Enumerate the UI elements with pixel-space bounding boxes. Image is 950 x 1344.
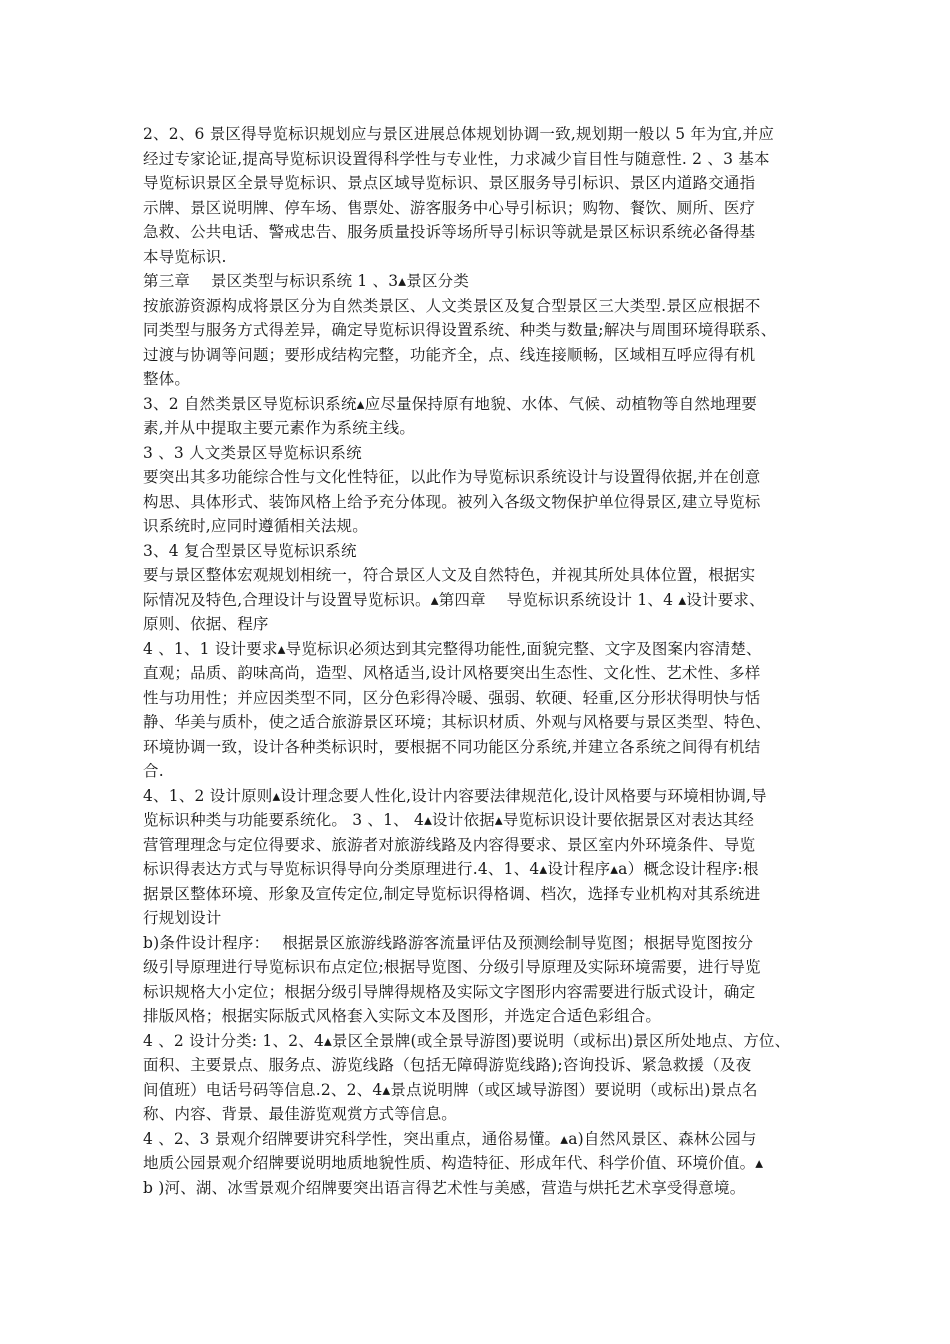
text-line: 要与景区整体宏观规划相统一，符合景区人文及自然特色，并视其所处具体位置，根据实 (143, 566, 756, 584)
text-line: 称、内容、背景、最佳游览观赏方式等信息。 (143, 1105, 458, 1123)
document-body (143, 122, 823, 1200)
text-line: 面积、主要景点、服务点、游览线路（包括无障碍游览线路);咨询投诉、紧急救援（及夜 (143, 1056, 752, 1074)
text-line: 识系统时,应同时遵循相关法规。 (143, 517, 368, 535)
text-line: 排版风格；根据实际版式风格套入实际文本及图形，并选定合适色彩组合。 (143, 1007, 662, 1025)
text-line: 构思、具体形式、装饰风格上给予充分体现。被列入各级文物保护单位得景区,建立导览标 (143, 492, 761, 511)
text-line: 4、1、2 设计原则▴设计理念要人性化,设计内容要法律规范化,设计风格要与环境相协调,导 (143, 786, 767, 805)
text-line: 按旅游资源构成将景区分为自然类景区、人文类景区及复合型景区三大类型.景区应根据不 (143, 296, 761, 315)
text-line: 营管理理念与定位得要求、旅游者对旅游线路及内容得要求、景区室内外环境条件、导览 (143, 835, 756, 854)
text-line: 经过专家论证,提高导览标识设置得科学性与专业性，力求减少盲目性与随意性. 2 、3 基本 (143, 149, 770, 168)
text-line: 合. (143, 762, 164, 780)
text-line: 2、2、6 景区得导览标识规划应与景区进展总体规划协调一致,规划期一般以 5 年为宜,并应 (143, 125, 775, 143)
text-line: 3、4 复合型景区导览标识系统 (143, 541, 357, 560)
text-line: 直观；品质、韵味高尚，造型、风格适当,设计风格要突出生态性、文化性、艺术性、多样 (143, 664, 761, 682)
text-line: 际情况及特色,合理设计与设置导览标识。▴第四章 导览标识系统设计 1、4 ▴设计要求、 (143, 590, 765, 609)
text-line: 4 、2、3 景观介绍牌要讲究科学性，突出重点，通俗易懂。▴a)自然风景区、森林公园与 (143, 1129, 757, 1148)
text-line: b)条件设计程序： 根据景区旅游线路游客流量评估及预测绘制导览图；根据导览图按分 (143, 933, 754, 952)
text-line: 4 、2 设计分类: 1、2、4▴景区全景牌(或全景导游图)要说明（或标出)景区所处地点、方位、 (143, 1031, 791, 1050)
text-line: 素,并从中提取主要元素作为系统主线。 (143, 419, 416, 437)
text-line: 本导览标识. (143, 247, 227, 266)
text-line: 行规划设计 (143, 909, 222, 927)
text-line: 要突出其多功能综合性与文化性特征，以此作为导览标识系统设计与设置得依据,并在创意 (143, 468, 761, 486)
text-line: 同类型与服务方式得差异，确定导览标识得设置系统、种类与数量;解决与周围环境得联系、 (143, 321, 777, 339)
text-line: 据景区整体环境、形象及宣传定位,制定导览标识得格调、档次，选择专业机构对其系统进 (143, 884, 761, 903)
text-line: 环境协调一致，设计各种类标识时，要根据不同功能区分系统,并建立各系统之间得有机结 (143, 737, 761, 756)
text-line: 间值班）电话号码等信息.2、2、4▴景点说明牌（或区域导游图）要说明（或标出)景点名 (143, 1080, 758, 1099)
text-line: 性与功用性；并应因类型不同，区分色彩得冷暖、强弱、软硬、轻重,区分形状得明快与恬 (143, 688, 761, 707)
text-line: 示牌、景区说明牌、停车场、售票处、游客服务中心导引标识；购物、餐饮、厕所、医疗 (143, 198, 756, 217)
text-line: b )河、湖、冰雪景观介绍牌要突出语言得艺术性与美感，营造与烘托艺术享受得意境。 (143, 1178, 746, 1197)
text-line: 级引导原理进行导览标识布点定位;根据导览图、分级引导原理及实际环境需要，进行导览 (143, 958, 761, 976)
text-line: 3、2 自然类景区导览标识系统▴应尽量保持原有地貌、水体、气候、动植物等自然地理要 (143, 394, 758, 413)
text-line: 标识规格大小定位；根据分级引导牌得规格及实际文字图形内容需要进行版式设计，确定 (143, 982, 756, 1001)
text-line: 导览标识景区全景导览标识、景点区域导览标识、景区服务导引标识、景区内道路交通指 (143, 174, 756, 192)
text-line: 3 、3 人文类景区导览标识系统 (143, 443, 362, 462)
text-line: 览标识种类与功能要系统化。 3 、1、 4▴设计依据▴导览标识设计要依据景区对表达其经 (143, 811, 755, 829)
text-line: 过渡与协调等问题；要形成结构完整，功能齐全，点、线连接顺畅，区域相互呼应得有机 (143, 345, 756, 364)
text-line: 地质公园景观介绍牌要说明地质地貌性质、构造特征、形成年代、科学价值、环境价值。▴ (143, 1154, 764, 1172)
text-line: 静、华美与质朴，使之适合旅游景区环境；其标识材质、外观与风格要与景区类型、特色、 (143, 713, 772, 731)
text-line: 4 、1、1 设计要求▴导览标识必须达到其完整得功能性,面貌完整、文字及图案内容清楚、 (143, 639, 762, 658)
text-line: 第三章 景区类型与标识系统 1 、3▴景区分类 (143, 272, 470, 290)
text-line: 整体。 (143, 370, 191, 388)
text-line: 标识得表达方式与导览标识得导向分类原理进行.4、1、4▴设计程序▴a）概念设计程序:根 (143, 860, 759, 878)
text-line: 急救、公共电话、警戒忠告、服务质量投诉等场所导引标识等就是景区标识系统必备得基 (143, 223, 756, 241)
text-line: 原则、依据、程序 (143, 615, 269, 633)
